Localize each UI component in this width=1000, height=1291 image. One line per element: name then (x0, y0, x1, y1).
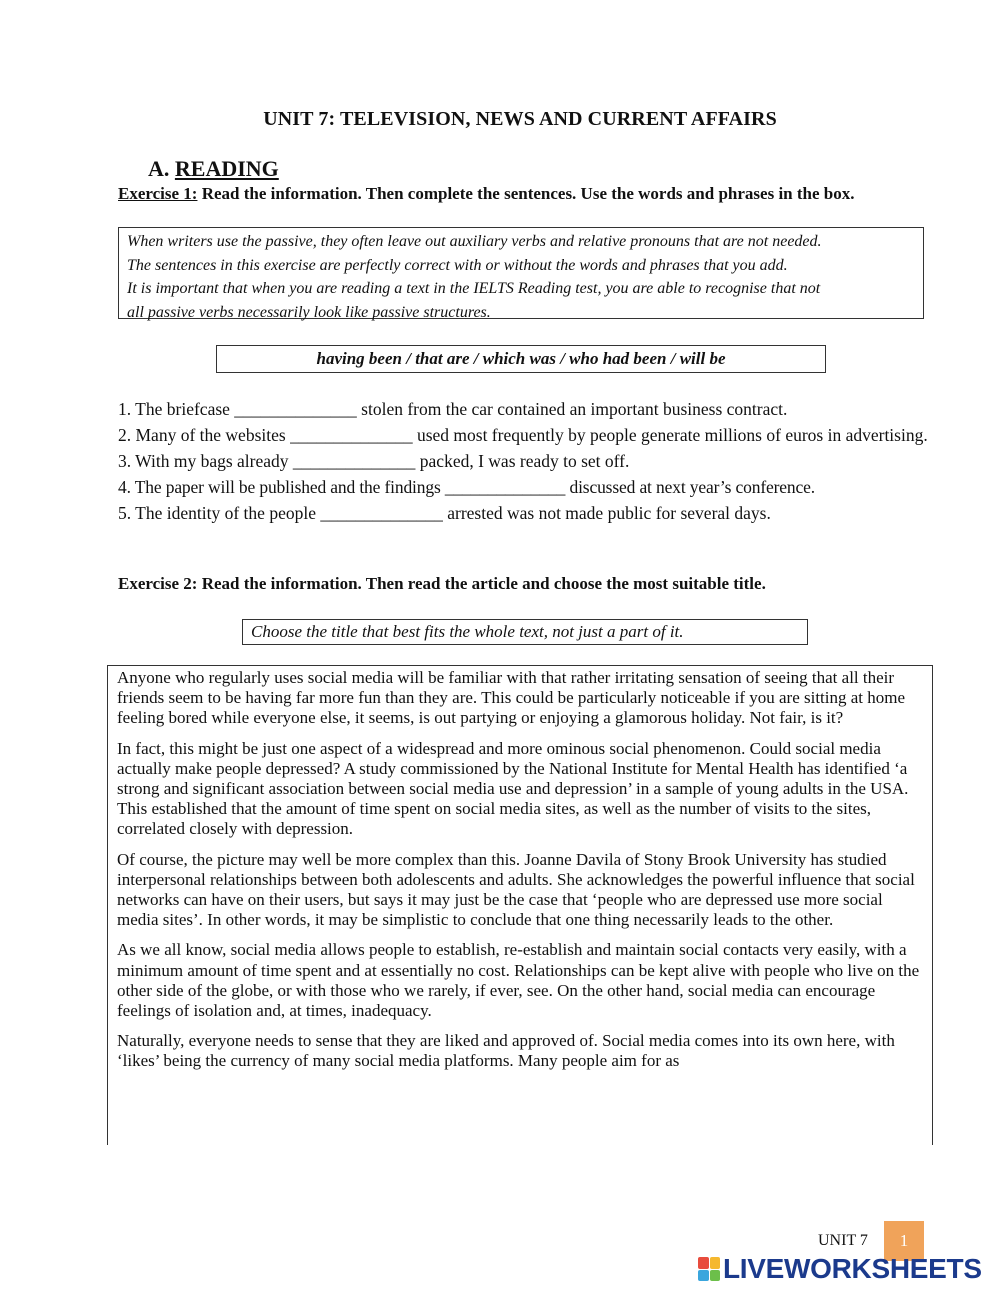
sentence-text: 2. Many of the websites (118, 425, 291, 445)
sentence-text: 3. With my bags already (118, 451, 293, 471)
logo-text: LIVEWORKSHEETS (723, 1253, 982, 1284)
section-name: READING (174, 156, 279, 181)
sentence-text: 1. The briefcase (118, 399, 235, 419)
sentence-item (118, 422, 928, 448)
sentence-text: discussed at next year’s conference. (565, 477, 815, 497)
answer-blank[interactable]: ______________ (320, 503, 443, 523)
article-paragraph: Of course, the picture may well be more complex than this. Joanne Davila of Stony Brook University has studied interpersonal relationships between both adolescents and adults. She acknowledges the powerful influence that social networks can have on their users, but says it may just be the case that ‘people who are depressed use more social media sites’. In other words, it may be simplistic to conclude that one thing necessarily leads to the other. (117, 849, 915, 930)
answer-blank[interactable]: ______________ (444, 477, 566, 497)
sentence-item (118, 448, 928, 474)
sentence-item (118, 500, 928, 526)
sentence-text: stolen from the car contained an important business contract. (356, 399, 788, 419)
info-line: When writers use the passive, they often leave out auxiliary verbs and relative pronouns that are not needed. (127, 233, 822, 250)
page-title: UNIT 7: TELEVISION, NEWS AND CURRENT AFFAIRS (263, 108, 777, 130)
sentence-item (118, 396, 928, 422)
article-paragraph: Anyone who regularly uses social media will be familiar with that rather irritating sensation of seeing that all their friends seem to be having far more fun than they are. This could be particularly noticeable if you are sitting at home feeling bored while everyone else, it seems, is out partying or enjoying a glamorous holiday. Not fair, is it? (117, 668, 906, 728)
exercise-1-text: Read the information. Then complete the sentences. Use the words and phrases in the box. (197, 184, 855, 203)
sentence-text: 5. The identity of the people (118, 503, 321, 523)
article-paragraph: As we all know, social media allows people to establish, re-establish and maintain social contacts very easily, with a minimum amount of time spent and at essentially no cost. Relationships can be kept alive with people who live on the other side of the globe, or with those who we rarely, if ever, see. On the other hand, social media can encourage feelings of isolation and, at times, inadequacy. (117, 940, 920, 1021)
sentence-text: used most frequently by people generate millions of euros in advertising. (412, 425, 928, 445)
section-letter: A. (148, 156, 170, 181)
footer-unit-label: UNIT 7 (818, 1232, 868, 1249)
word-bank-box: having been / that are / which was / who had been / will be (216, 345, 826, 373)
answer-blank[interactable]: ______________ (290, 425, 413, 445)
sentence-item (118, 474, 928, 500)
exercise-1-label: Exercise 1: (118, 184, 198, 203)
liveworksheets-logo[interactable] (698, 1254, 982, 1284)
info-line: all passive verbs necessarily look like passive structures. (127, 303, 491, 321)
sentence-list (118, 396, 928, 526)
exercise-1-instruction (118, 182, 918, 205)
answer-blank[interactable]: ______________ (234, 399, 357, 419)
sentence-text: 4. The paper will be published and the findings (118, 477, 445, 497)
article-paragraph: Naturally, everyone needs to sense that they are liked and approved of. Social media comes into its own here, with ‘likes’ being the currency of many social media platforms. Many people aim for as (117, 1031, 895, 1071)
grammar-info-box (118, 227, 924, 319)
tip-box: Choose the title that best fits the whole text, not just a part of it. (242, 619, 808, 645)
info-line: It is important that when you are reading a text in the IELTS Reading test, you are able to recognise that not (127, 280, 821, 297)
exercise-2-heading: Exercise 2: Read the information. Then read the article and choose the most suitable title. (118, 574, 766, 593)
article-paragraph: In fact, this might be just one aspect of a widespread and more ominous social phenomenon. Could social media actually make people depressed? A study commissioned by the National Institute for Mental Health has identified ‘a strong and significant association between social media use and depression’ in a sample of young adults in the USA. This established that the amount of time spent on social media sites, as well as the number of visits to the sites, correlated closely with depression. (117, 738, 909, 839)
answer-blank[interactable]: ______________ (292, 451, 416, 471)
info-line: The sentences in this exercise are perfectly correct with or without the words and phrases that you add. (127, 256, 788, 274)
page-number: 1 (884, 1221, 924, 1261)
sentence-text: packed, I was ready to set off. (415, 451, 630, 471)
sentence-text: arrested was not made public for several days. (442, 503, 771, 523)
article-box (107, 665, 933, 1145)
logo-blocks-icon (698, 1257, 720, 1281)
section-heading (148, 156, 279, 182)
